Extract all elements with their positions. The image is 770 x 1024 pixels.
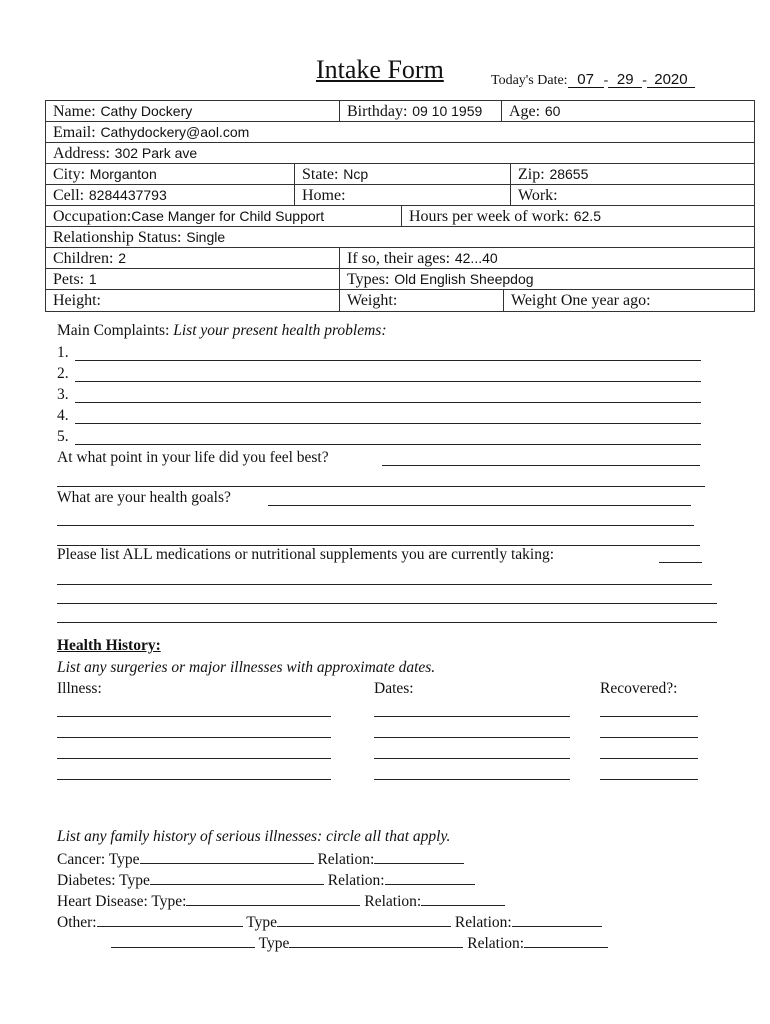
relationship-value: Single [186, 229, 226, 245]
history-instruction: List any surgeries or major illnesses with approximate dates. [57, 659, 436, 676]
table-row [46, 101, 754, 122]
complaint-number: 4. [57, 407, 69, 424]
personal-info-table [45, 100, 755, 312]
pet-types-value: Old English Sheepdog [394, 271, 534, 287]
recovered-line[interactable] [600, 758, 698, 759]
recovered-line[interactable] [600, 716, 698, 717]
cell-phone-cell[interactable]: Cell: 8284437793 [46, 185, 295, 205]
other-row-2: Type Relation: [111, 933, 608, 953]
other-type-line[interactable] [289, 933, 463, 948]
city-cell[interactable]: City: Morganton [46, 164, 295, 184]
recovered-line[interactable] [600, 737, 698, 738]
feel-best-answer-line[interactable] [382, 465, 700, 466]
occupation-cell[interactable]: Occupation:Case Manger for Child Support [46, 206, 402, 226]
state-cell[interactable]: State: Ncp [295, 164, 511, 184]
illness-line[interactable] [57, 779, 331, 780]
illness-line[interactable] [57, 758, 331, 759]
complaint-number: 1. [57, 344, 69, 361]
cancer-relation-line[interactable] [374, 849, 464, 864]
hours-cell[interactable]: Hours per week of work: 62.5 [409, 208, 601, 225]
occupation-value: Case Manger for Child Support [131, 208, 325, 224]
feel-best-answer-line[interactable] [57, 486, 705, 487]
complaint-number: 5. [57, 428, 69, 445]
complaint-line-5[interactable] [75, 444, 701, 445]
complaint-line-3[interactable] [75, 402, 701, 403]
hours-value: 62.5 [573, 208, 601, 224]
pets-value: 1 [88, 271, 97, 287]
weight-cell[interactable]: Weight: [340, 290, 504, 311]
other-type-line[interactable] [277, 912, 451, 927]
complaint-number: 2. [57, 365, 69, 382]
dates-line[interactable] [374, 737, 570, 738]
medications-answer-line[interactable] [57, 584, 712, 585]
birthday-value: 09 10 1959 [412, 103, 483, 119]
table-row [46, 227, 754, 248]
weight-year-ago-cell[interactable]: Weight One year ago: [511, 292, 651, 309]
dates-line[interactable] [374, 716, 570, 717]
pet-types-cell[interactable]: Types: Old English Sheepdog [347, 271, 534, 288]
table-row [46, 164, 754, 185]
date-month-field[interactable]: 07 [568, 73, 604, 88]
cancer-row: Cancer: Type Relation: [57, 849, 464, 869]
illness-column-header: Illness: [57, 680, 102, 697]
table-row [46, 248, 754, 269]
medications-question: Please list ALL medications or nutritional supplements you are currently taking: [57, 546, 555, 563]
name-cell[interactable]: Name: Cathy Dockery [46, 101, 340, 121]
heart-disease-row: Heart Disease: Type: Relation: [57, 891, 505, 911]
email-cell[interactable]: Email: Cathydockery@aol.com [53, 124, 250, 141]
diabetes-relation-line[interactable] [385, 870, 475, 885]
heart-relation-line[interactable] [421, 891, 505, 906]
diabetes-type-line[interactable] [150, 870, 324, 885]
children-cell[interactable]: Children: 2 [46, 248, 340, 268]
table-row [46, 206, 754, 227]
family-history-instruction: List any family history of serious illnesses: circle all that apply. [57, 828, 451, 845]
table-row [46, 122, 754, 143]
main-complaints-heading: Main Complaints: List your present health problems: [57, 322, 387, 339]
zip-cell[interactable]: Zip: 28655 [518, 166, 589, 183]
date-year-field[interactable]: 2020 [647, 73, 695, 88]
feel-best-question: At what point in your life did you feel best? [57, 449, 329, 466]
form-title: Intake Form [316, 55, 444, 84]
age-value: 60 [544, 103, 561, 119]
illness-line[interactable] [57, 737, 331, 738]
health-history-heading: Health History: [57, 637, 161, 654]
dates-line[interactable] [374, 758, 570, 759]
heart-type-line[interactable] [186, 891, 360, 906]
state-value: Ncp [343, 166, 369, 182]
diabetes-row: Diabetes: Type Relation: [57, 870, 475, 890]
other-illness-line[interactable] [111, 933, 255, 948]
medications-answer-line[interactable] [659, 562, 702, 563]
recovered-line[interactable] [600, 779, 698, 780]
table-row [46, 269, 754, 290]
other-relation-line[interactable] [524, 933, 608, 948]
children-ages-value: 42...40 [454, 250, 498, 266]
date-separator: - [642, 73, 647, 88]
todays-date [491, 73, 695, 89]
address-cell[interactable]: Address: 302 Park ave [53, 145, 198, 162]
medications-answer-line[interactable] [57, 622, 717, 623]
other-row: Other: Type Relation: [57, 912, 602, 932]
height-cell[interactable]: Height: [46, 290, 340, 311]
address-value: 302 Park ave [114, 145, 198, 161]
birthday-cell[interactable]: Birthday: 09 10 1959 [340, 101, 502, 121]
recovered-column-header: Recovered?: [600, 680, 678, 697]
relationship-cell[interactable]: Relationship Status: Single [53, 229, 226, 246]
children-value: 2 [118, 250, 127, 266]
complaint-line-1[interactable] [75, 360, 701, 361]
health-goals-question: What are your health goals? [57, 489, 231, 506]
date-day-field[interactable]: 29 [608, 73, 642, 88]
medications-answer-line[interactable] [57, 603, 717, 604]
health-goals-answer-line[interactable] [57, 525, 694, 526]
name-value: Cathy Dockery [100, 103, 193, 119]
work-phone-cell[interactable]: Work: [518, 187, 558, 204]
pets-cell[interactable]: Pets: 1 [46, 269, 340, 289]
cancer-type-line[interactable] [140, 849, 314, 864]
age-cell[interactable]: Age: 60 [509, 103, 561, 120]
table-row [46, 290, 754, 311]
city-value: Morganton [89, 166, 157, 182]
table-row [46, 185, 754, 206]
illness-line[interactable] [57, 716, 331, 717]
other-illness-line[interactable] [97, 912, 243, 927]
health-goals-answer-line[interactable] [268, 505, 691, 506]
complaint-line-4[interactable] [75, 423, 701, 424]
home-phone-cell[interactable]: Home: [295, 185, 511, 205]
date-separator: - [603, 73, 609, 88]
todays-date-label: Today's Date: [491, 73, 568, 88]
complaint-number: 3. [57, 386, 69, 403]
other-relation-line[interactable] [512, 912, 602, 927]
cell-phone-value: 8284437793 [88, 187, 167, 203]
email-value: Cathydockery@aol.com [100, 124, 250, 140]
dates-line[interactable] [374, 779, 570, 780]
dates-column-header: Dates: [374, 680, 414, 697]
children-ages-cell[interactable]: If so, their ages: 42...40 [347, 250, 498, 267]
complaint-line-2[interactable] [75, 381, 701, 382]
table-row [46, 143, 754, 164]
zip-value: 28655 [549, 166, 589, 182]
